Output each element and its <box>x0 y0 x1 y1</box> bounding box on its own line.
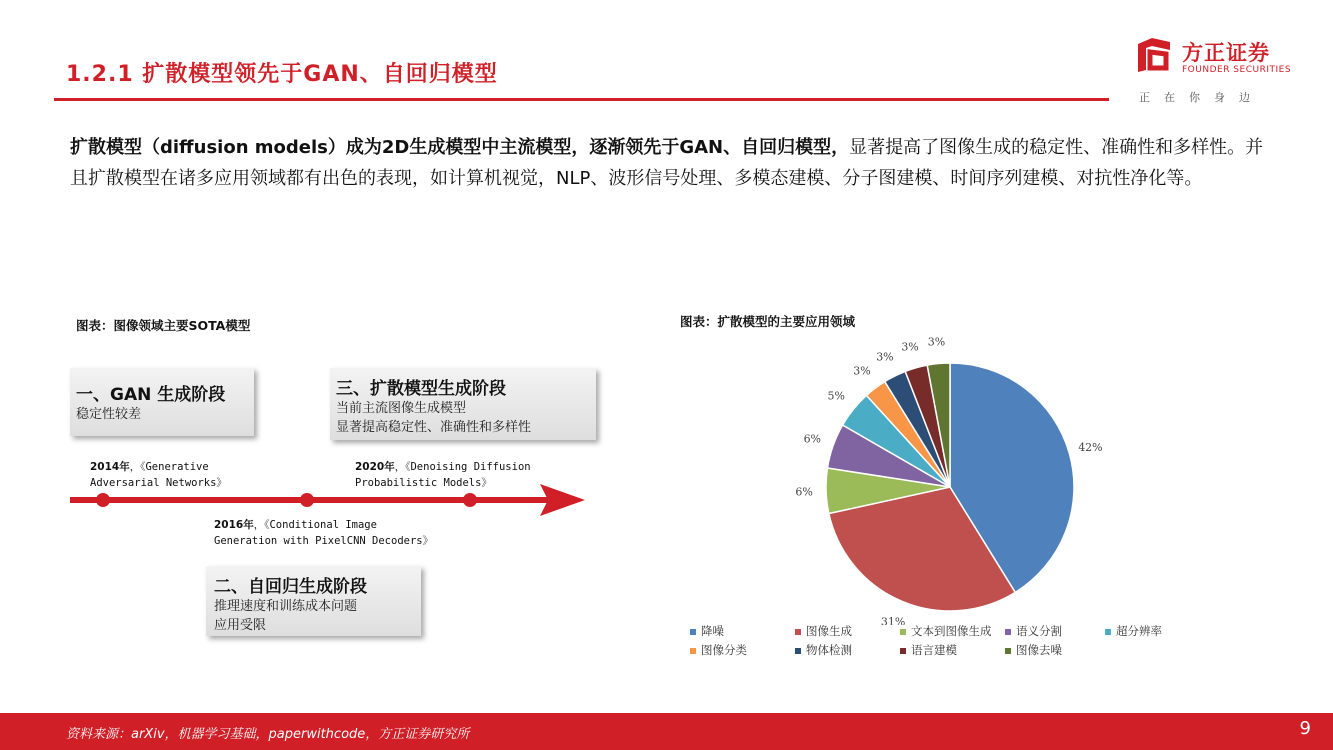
pie-data-label-7: 3% <box>876 350 894 364</box>
paper-2016-title-2: Generation with PixelCNN Decoders》 <box>214 535 434 547</box>
legend-swatch-6 <box>690 648 696 654</box>
stage-autoregressive-box <box>206 566 421 636</box>
legend-swatch-2 <box>795 629 801 635</box>
legend-swatch-9 <box>1005 648 1011 654</box>
legend-item-6 <box>690 642 747 658</box>
legend-item-5 <box>1105 623 1162 639</box>
legend-label-1: 降噪 <box>701 624 724 638</box>
stage-autoregressive-title: 二、自回归生成阶段 <box>214 577 367 597</box>
intro-lead: 扩散模型（diffusion models）成为2D生成模型中主流模型，逐渐领先于GAN、自回归模型， <box>70 137 850 158</box>
stage-diffusion-desc-1: 当前主流图像生成模型 <box>336 401 467 416</box>
stage-diffusion-desc-2: 显著提高稳定性、准确性和多样性 <box>336 420 532 435</box>
page-number: 9 <box>1299 718 1311 739</box>
pie-data-label-8: 3% <box>901 340 919 354</box>
stage-gan-desc: 稳定性较差 <box>76 407 142 422</box>
legend-label-5: 超分辨率 <box>1116 624 1162 638</box>
legend-item-3 <box>900 623 992 639</box>
legend-label-8: 语言建模 <box>911 643 957 657</box>
legend-label-7: 物体检测 <box>806 643 852 657</box>
paper-2014-year: 2014年 <box>90 461 130 473</box>
page-title: 1.2.1 扩散模型领先于GAN、自回归模型 <box>66 62 498 87</box>
left-figure-caption: 图表：图像领域主要SOTA模型 <box>76 318 251 333</box>
timeline-dot-2016 <box>300 493 314 507</box>
pie-data-label-5: 5% <box>827 389 845 403</box>
legend-item-8 <box>900 642 957 658</box>
logo-slogan: 正在你身边 <box>1139 91 1264 104</box>
legend-label-6: 图像分类 <box>701 643 747 657</box>
logo-mark-icon <box>1134 38 1174 74</box>
paper-2014-title-2: Adversarial Networks》 <box>90 477 227 489</box>
legend-swatch-1 <box>690 629 696 635</box>
timeline-dot-2020 <box>463 493 477 507</box>
pie-data-label-6: 3% <box>853 364 871 378</box>
pie-data-label-4: 6% <box>803 432 822 446</box>
stage-diffusion-box <box>330 368 596 440</box>
intro-rest: 显著提高了图像生成的稳定性、准确性和多样性。并且扩散模型在诸多应用领域都有出色的表现，如计算机视觉，NLP、波形信号处理、多模态建模、分子图建模、时间序列建模、对抗性净化等。 <box>70 137 1264 189</box>
pie-data-label-1: 42% <box>1078 441 1103 455</box>
timeline-dot-2014 <box>96 493 110 507</box>
company-logo <box>1134 34 1300 104</box>
footer-source: 资料来源：arXiv，机器学习基础，paperwithcode，方正证券研究所 <box>66 727 470 742</box>
paper-2020-title-1: ，《Denoising Diffusion <box>394 461 531 473</box>
legend-label-3: 文本到图像生成 <box>911 624 992 638</box>
stage-autoregressive-desc-2: 应用受限 <box>214 618 267 633</box>
legend-label-2: 图像生成 <box>806 624 852 638</box>
header-divider <box>54 98 1109 101</box>
paper-2016-year: 2016年 <box>214 519 254 531</box>
timeline-arrow <box>70 482 590 522</box>
pie-data-label-9: 3% <box>927 335 946 349</box>
stage-gan-box <box>70 368 254 436</box>
legend-item-2 <box>795 623 852 639</box>
pie-data-label-2: 31% <box>880 615 906 625</box>
paper-2020-title-2: Probabilistic Models》 <box>355 477 492 489</box>
legend-swatch-5 <box>1105 629 1111 635</box>
paper-2020-year: 2020年 <box>355 461 395 473</box>
legend-label-4: 语义分割 <box>1016 624 1062 638</box>
paper-2016-title-1: ，《Conditional Image <box>253 519 377 531</box>
legend-swatch-4 <box>1005 629 1011 635</box>
legend-label-9: 图像去噪 <box>1016 643 1062 657</box>
legend-item-1 <box>690 623 724 639</box>
stage-gan-title: 一、GAN 生成阶段 <box>76 385 226 405</box>
legend-swatch-3 <box>900 629 906 635</box>
chart-title: 图表：扩散模型的主要应用领域 <box>680 314 856 329</box>
legend-item-9 <box>1005 642 1062 658</box>
pie-chart <box>780 335 1110 625</box>
legend-swatch-7 <box>795 648 801 654</box>
legend-item-7 <box>795 642 852 658</box>
logo-name-cn: 方正证券 <box>1182 41 1270 65</box>
legend-swatch-8 <box>900 648 906 654</box>
stage-diffusion-title: 三、扩散模型生成阶段 <box>336 379 506 399</box>
pie-data-label-3: 6% <box>795 485 813 499</box>
paper-2014-title-1: ，《Generative <box>129 461 209 473</box>
legend-item-4 <box>1005 623 1062 639</box>
logo-name-en: FOUNDER SECURITIES <box>1182 65 1292 75</box>
intro-paragraph <box>70 132 1270 194</box>
stage-autoregressive-desc-1: 推理速度和训练成本问题 <box>214 599 358 614</box>
